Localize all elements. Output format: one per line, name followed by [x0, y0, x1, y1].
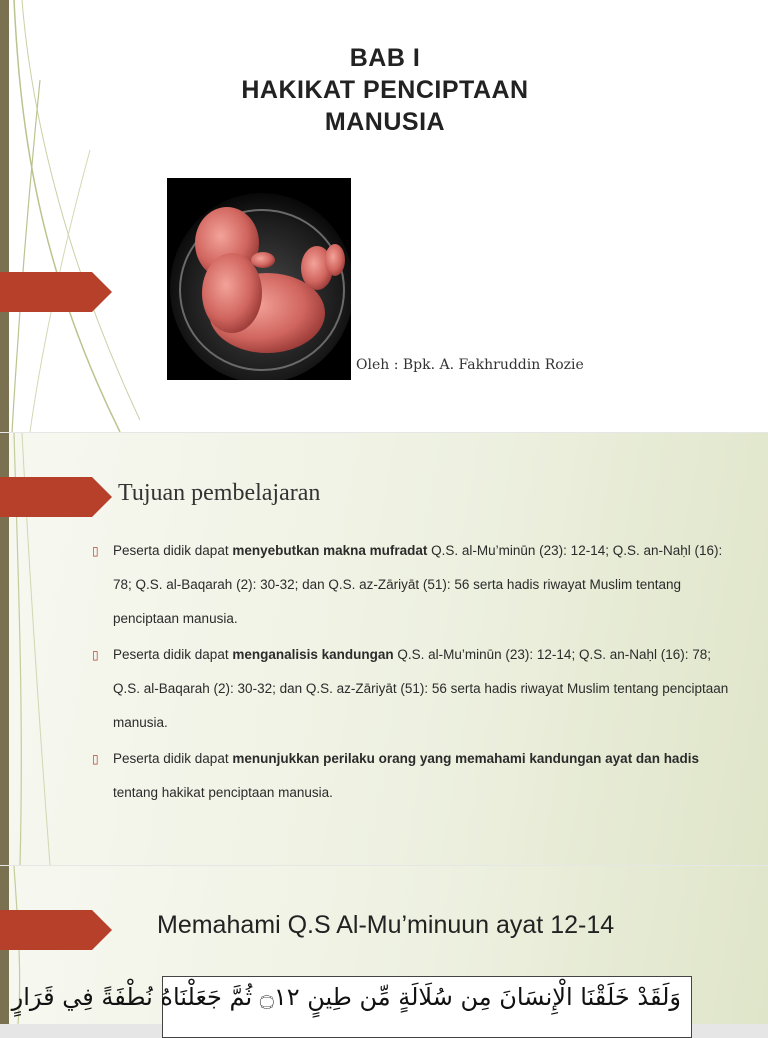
slide-title — [0, 0, 768, 432]
objective-text: tentang hakikat penciptaan manusia. — [113, 785, 333, 800]
title-line-1: BAB I — [349, 44, 421, 72]
bullet-icon: ▯ — [92, 544, 99, 558]
objective-prefix: Peserta didik dapat — [113, 543, 233, 558]
objective-bold: menunjukkan perilaku orang yang memahami kandungan ayat dan hadis — [232, 751, 699, 766]
arabic-verse-box — [11, 976, 692, 1038]
list-item — [92, 638, 732, 740]
objective-text: Q.S. al-Mu’minūn (23): 12-14; Q.S. an-Naḥl (16): 78; Q.S. al-Baqarah (2): 30-32; dan Q.S. az-Zāriyāt (51): 56 serta hadis riwayat Muslim tentang penciptaan manusia. — [113, 543, 723, 626]
list-item — [92, 742, 732, 810]
objectives-heading: Tujuan pembelajaran — [118, 480, 321, 506]
fetus-image — [167, 178, 351, 380]
objective-bold: menganalisis kandungan — [232, 647, 394, 662]
bullet-icon: ▯ — [92, 752, 99, 766]
verse-heading: Memahami Q.S Al-Mu’minuun ayat 12-14 — [157, 911, 615, 939]
author-credit: Oleh : Bpk. A. Fakhruddin Rozie — [356, 357, 584, 373]
objectives-list — [92, 534, 732, 812]
accent-tab — [0, 272, 112, 312]
objective-prefix: Peserta didik dapat — [113, 751, 233, 766]
objective-text: Q.S. al-Mu’minūn (23): 12-14; Q.S. an-Naḥl (16): 78; Q.S. al-Baqarah (2): 30-32; dan Q.S. az-Zāriyāt (51): 56 serta hadis riwayat Muslim tentang penciptaan manusia. — [113, 647, 729, 730]
accent-tab — [0, 477, 112, 517]
list-item — [92, 534, 732, 636]
arabic-verse-text: وَلَقَدْ خَلَقْنَا الْإِنسَانَ مِن سُلَالَةٍ مِّن طِينٍ ۝١٢ ثُمَّ جَعَلْنَاهُ نُطْفَةً فِي قَرَارٍ — [11, 983, 681, 1011]
slide-title-text — [150, 42, 620, 138]
title-line-3: MANUSIA — [324, 108, 446, 136]
decorative-lines — [0, 0, 140, 432]
objective-prefix: Peserta didik dapat — [113, 647, 233, 662]
accent-tab — [0, 910, 112, 950]
bullet-icon: ▯ — [92, 648, 99, 662]
objective-bold: menyebutkan makna mufradat — [232, 543, 428, 558]
title-line-2: HAKIKAT PENCIPTAAN — [241, 76, 529, 104]
